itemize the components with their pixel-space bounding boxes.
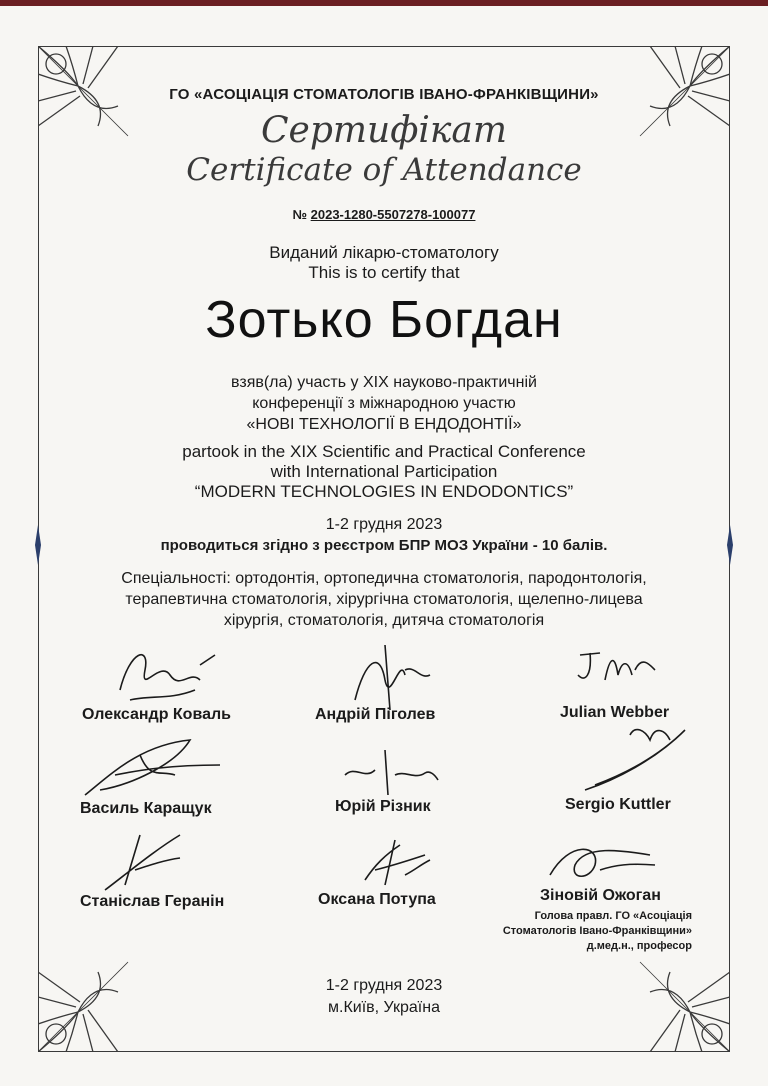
specialties-line: хірургія, стоматологія, дитяча стоматологія bbox=[223, 612, 545, 629]
participation-en bbox=[0, 442, 768, 502]
head-title-line: Голова правл. ГО «Асоціація bbox=[534, 910, 692, 922]
head-title-line: д.мед.н., професор bbox=[586, 940, 692, 952]
signature-mark bbox=[540, 835, 660, 890]
recipient-name: Зотько Богдан bbox=[205, 291, 563, 349]
signatory-name: Юрій Різник bbox=[335, 798, 431, 815]
issued-to-en: This is to certify that bbox=[308, 263, 460, 282]
participation-en-line: partook in the XIX Scientific and Practical Conference bbox=[182, 442, 586, 461]
event-info bbox=[0, 514, 768, 556]
participation-ua-line: взяв(ла) участь у XIX науково-практичній bbox=[231, 374, 537, 391]
specialties-line: терапевтична стоматологія, хірургічна стоматологія, щелепно-лицева bbox=[125, 591, 643, 608]
signatory-name: Зіновій Ожоган bbox=[540, 887, 661, 904]
issued-to-block bbox=[0, 243, 768, 283]
signature-mark bbox=[570, 645, 660, 690]
signature-mark bbox=[345, 640, 435, 715]
certificate-title-en: Certificate of Attendance bbox=[186, 152, 582, 188]
participation-ua-line: «НОВІ ТЕХНОЛОГІЇ В ЕНДОДОНТІЇ» bbox=[246, 416, 522, 433]
footer-dates: 1-2 грудня 2023 bbox=[325, 977, 443, 994]
signatory-name: Олександр Коваль bbox=[82, 706, 231, 723]
certificate-number-value: 2023-1280-5507278-100077 bbox=[310, 207, 476, 222]
participation-ua bbox=[0, 372, 768, 435]
specialties-line: Спеціальності: ортодонтія, ортопедична стоматологія, пародонтологія, bbox=[121, 570, 647, 587]
signatory-name: Оксана Потупа bbox=[318, 891, 436, 908]
top-border-strip bbox=[0, 0, 768, 6]
signature-mark bbox=[95, 830, 185, 895]
participation-en-line: with International Participation bbox=[270, 462, 498, 481]
event-dates: 1-2 грудня 2023 bbox=[325, 516, 443, 533]
footer-place: м.Київ, Україна bbox=[328, 999, 440, 1016]
signature-mark bbox=[340, 745, 440, 800]
signatory-name: Sergio Kuttler bbox=[565, 796, 671, 813]
certificate-title-ua: Сертифікат bbox=[260, 110, 507, 151]
signatory-name: Julian Webber bbox=[560, 704, 670, 721]
participation-ua-line: конференції з міжнародною участю bbox=[252, 395, 516, 412]
signature-mark bbox=[575, 720, 695, 800]
head-title-line: Стоматологів Івано-Франківщини» bbox=[502, 925, 692, 937]
specialties bbox=[0, 568, 768, 631]
signature-mark bbox=[355, 835, 435, 890]
participation-en-line: “MODERN TECHNOLOGIES IN ENDODONTICS” bbox=[194, 482, 574, 501]
signatory-name: Андрій Піголев bbox=[315, 706, 436, 723]
issued-to-ua: Виданий лікарю-стоматологу bbox=[269, 243, 499, 262]
signatory-name: Станіслав Геранін bbox=[80, 893, 225, 910]
head-signatory-title bbox=[470, 909, 692, 954]
certificate-number bbox=[0, 207, 768, 222]
signature-mark bbox=[80, 735, 225, 805]
registry-note: проводиться згідно з реєстром БПР МОЗ України - 10 балів. bbox=[160, 537, 608, 554]
footer-info bbox=[0, 975, 768, 1019]
association-name: ГО «АСОЦІАЦІЯ СТОМАТОЛОГІВ ІВАНО-ФРАНКІВЩИНИ» bbox=[169, 86, 599, 103]
certificate-number-prefix: № bbox=[292, 207, 308, 222]
signatory-name: Василь Каращук bbox=[80, 800, 212, 817]
signature-mark bbox=[100, 640, 220, 710]
